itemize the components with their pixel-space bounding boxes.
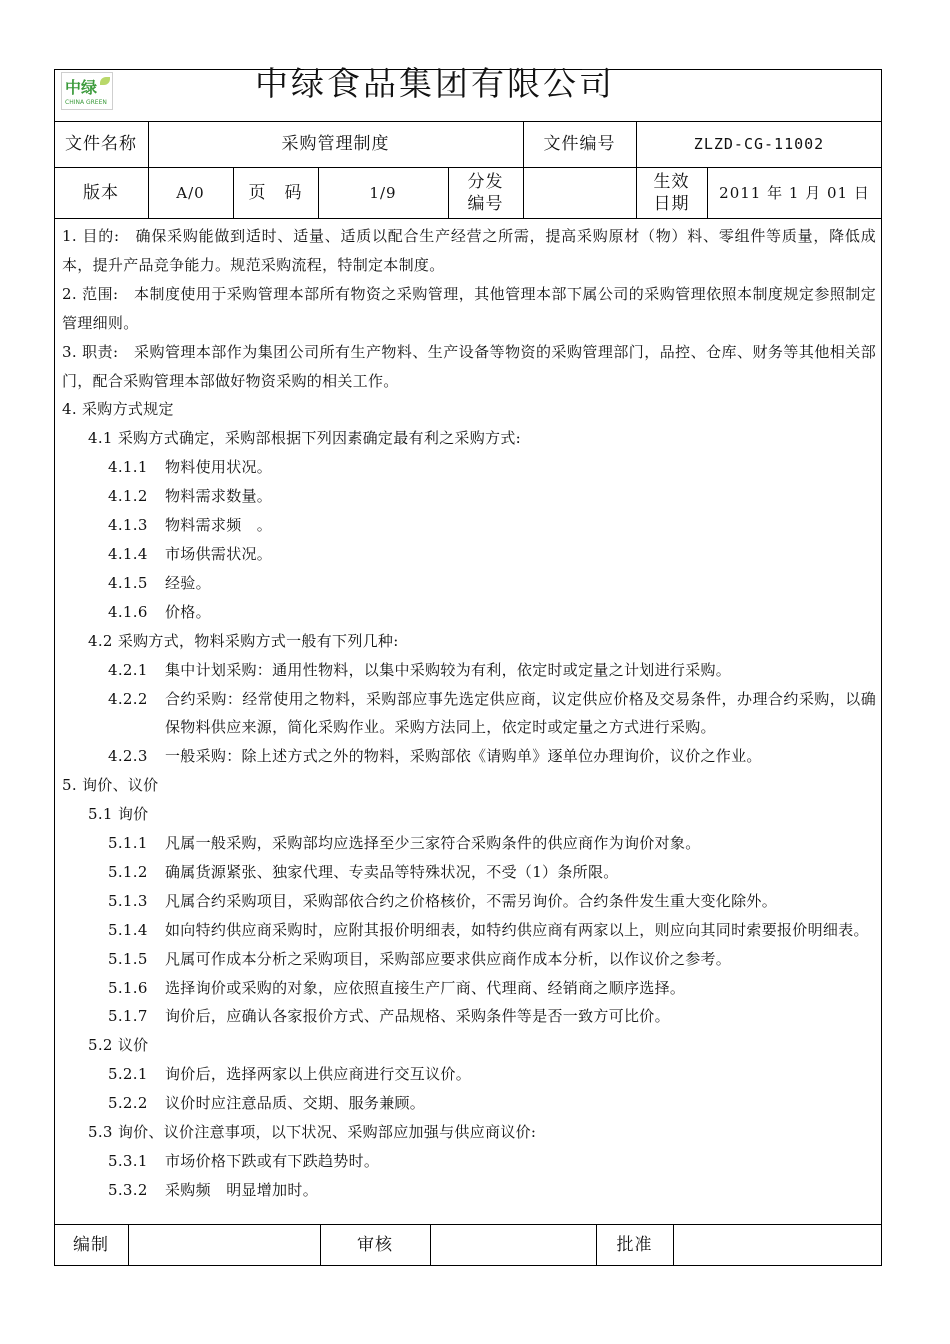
effective-date-label (636, 167, 707, 218)
subsection-5-1: 5.1 询价 (88, 805, 149, 824)
list-item-number: 4.1.3 (108, 516, 148, 535)
list-item-text: 物料需求频 。 (165, 516, 273, 535)
list-item-text: 集中计划采购：通用性物料，以集中采购较为有利，依定时或定量之计划进行采购。 (165, 660, 732, 679)
logo-mark: 中绿 (65, 78, 98, 97)
list-item (62, 540, 876, 569)
prepared-by-field[interactable] (128, 1224, 320, 1266)
subsection-4-1: 4.1 采购方式确定，采购部根据下列因素确定最有利之采购方式: (88, 429, 521, 448)
list-item-number: 5.3.1 (108, 1152, 148, 1170)
distribution-label-line2: 编号 (467, 193, 504, 214)
section-heading-4: 4. 采购方式规定 (62, 400, 174, 419)
leaf-icon (100, 77, 110, 85)
document-body (62, 222, 876, 1205)
reviewed-by-field[interactable] (430, 1224, 596, 1266)
distribution-value (523, 167, 636, 218)
effective-date-value: 2011 年 1 月 01 日 (719, 183, 870, 202)
list-item-text: 凡属合约采购项目，采购部依合约之价格核价，不需另询价。合约条件发生重大变化除外。 (165, 891, 778, 910)
list-item-number: 5.1.3 (108, 891, 148, 910)
list-item-number: 5.2.2 (108, 1094, 148, 1113)
list-item-text: 凡属一般采购，采购部均应选择至少三家符合采购条件的供应商作为询价对象。 (165, 834, 701, 853)
list-item-number: 4.1.5 (108, 573, 148, 592)
list-item-text: 凡属可作成本分析之采购项目，采购部应要求供应商作成本分析，以作议价之参考。 (165, 949, 732, 968)
list-item-number: 5.1.2 (108, 862, 148, 881)
list-item-text: 物料使用状况。 (165, 458, 273, 477)
list-item-text: 选择询价或采购的对象，应依照直接生产厂商、代理商、经销商之顺序选择。 (165, 978, 686, 997)
list-item-number: 5.1.1 (108, 834, 148, 853)
list-item-number: 4.1.4 (108, 544, 148, 563)
file-name-value: 采购管理制度 (281, 134, 390, 154)
list-4-2 (62, 656, 876, 772)
list-item (62, 685, 876, 743)
page-label: 页 码 (248, 182, 303, 203)
list-item-text: 确属货源紧张、独家代理、专卖品等特殊状况，不受（1）条所限。 (165, 862, 619, 881)
list-item (62, 656, 876, 685)
list-item-text: 经验。 (165, 573, 211, 592)
list-item-text: 物料需求数量。 (165, 487, 273, 506)
list-item (62, 1089, 876, 1118)
file-name-label: 文件名称 (65, 134, 137, 154)
list-item (62, 858, 876, 887)
list-5-1 (62, 829, 876, 1031)
file-no-value: ZLZD-CG-11002 (693, 135, 825, 153)
list-item-number: 4.1.1 (108, 458, 148, 477)
subsection-5-3: 5.3 询价、议价注意事项，以下状况、采购部应加强与供应商议价: (88, 1123, 537, 1142)
list-item (62, 916, 876, 945)
list-item-text: 询价后，选择两家以上供应商进行交互议价。 (165, 1065, 472, 1084)
list-item (62, 1176, 876, 1205)
reviewed-by-label: 审核 (357, 1235, 393, 1255)
effective-label-line2: 日期 (653, 193, 690, 214)
approved-by-field[interactable] (673, 1224, 882, 1266)
list-item-number: 4.1.2 (108, 487, 148, 506)
effective-label-line1: 生效 (653, 171, 690, 192)
table-rule (54, 218, 882, 219)
logo-subtext: CHINA GREEN (65, 99, 107, 106)
list-item (62, 511, 876, 540)
list-item-text: 合约采购：经常使用之物料，采购部应事先选定供应商，议定供应价格及交易条件，办理合约采购，以确保物料供应来源，简化采购作业。采购方法同上，依定时或定量之方式进行采购。 (165, 689, 876, 737)
list-item-text: 询价后，应确认各家报价方式、产品规格、采购条件等是否一致方可比价。 (165, 1007, 670, 1026)
list-item-text: 采购频 明显增加时。 (165, 1180, 319, 1199)
distribution-label-line1: 分发 (467, 171, 504, 192)
list-item-number: 5.2.1 (108, 1065, 148, 1084)
file-no-label: 文件编号 (543, 134, 616, 154)
list-item-text: 议价时应注意品质、交期、服务兼顾。 (165, 1094, 426, 1113)
approved-by-label: 批准 (616, 1235, 653, 1255)
list-item-number: 4.2.1 (108, 660, 148, 679)
list-item-text: 市场价格下跌或有下跌趋势时。 (165, 1152, 380, 1170)
list-item (62, 887, 876, 916)
list-item (62, 945, 876, 974)
list-item (62, 482, 876, 511)
company-title: 中绿食品集团有限公司 (255, 64, 615, 103)
company-logo (61, 72, 113, 110)
section-scope: 2. 范围: 本制度使用于采购管理本部所有物资之采购管理，其他管理本部下属公司的采购管理依照本制度规定参照制定管理细则。 (62, 284, 876, 332)
list-item (62, 598, 876, 627)
list-5-3 (62, 1147, 876, 1205)
list-item-number: 5.1.6 (108, 978, 148, 997)
list-item (62, 569, 876, 598)
list-item (62, 1002, 876, 1031)
version-value: A/0 (176, 183, 205, 202)
list-item (62, 1147, 876, 1176)
list-item-number: 4.1.6 (108, 602, 148, 621)
list-item-text: 一般采购：除上述方式之外的物料，采购部依《请购单》逐单位办理询价，议价之作业。 (165, 747, 762, 766)
list-item-text: 如向特约供应商采购时，应附其报价明细表，如特约供应商有两家以上，则应向其同时索要报价明细表。 (165, 920, 869, 939)
section-responsibility: 3. 职责: 采购管理本部作为集团公司所有生产物料、生产设备等物资的采购管理部门，品控、仓库、财务等其他相关部门，配合采购管理本部做好物资采购的相关工作。 (62, 342, 876, 390)
subsection-5-2: 5.2 议价 (88, 1036, 149, 1055)
list-item-number: 4.2.2 (108, 689, 148, 708)
list-item (62, 974, 876, 1003)
list-4-1 (62, 453, 876, 626)
list-item-number: 5.1.5 (108, 949, 148, 968)
section-purpose: 1. 目的: 确保采购能做到适时、适量、适质以配合生产经营之所需，提高采购原材（物）料、零组件等质量，降低成本，提升产品竞争能力。规范采购流程，特制定本制度。 (62, 227, 876, 274)
list-5-2 (62, 1060, 876, 1118)
list-item-number: 5.1.4 (108, 920, 148, 939)
prepared-by-label: 编制 (73, 1235, 109, 1255)
list-item (62, 453, 876, 482)
section-heading-5: 5. 询价、议价 (62, 776, 159, 795)
list-item-number: 4.2.3 (108, 747, 148, 766)
list-item (62, 1060, 876, 1089)
list-item-number: 5.3.2 (108, 1180, 148, 1199)
page-value: 1/9 (369, 183, 397, 202)
subsection-4-2: 4.2 采购方式，物料采购方式一般有下列几种: (88, 631, 399, 650)
version-label: 版本 (83, 182, 119, 203)
list-item-text: 市场供需状况。 (165, 544, 273, 563)
list-item-number: 5.1.7 (108, 1007, 148, 1026)
distribution-label (448, 167, 523, 218)
list-item (62, 742, 876, 771)
list-item (62, 829, 876, 858)
list-item-text: 价格。 (165, 602, 211, 621)
